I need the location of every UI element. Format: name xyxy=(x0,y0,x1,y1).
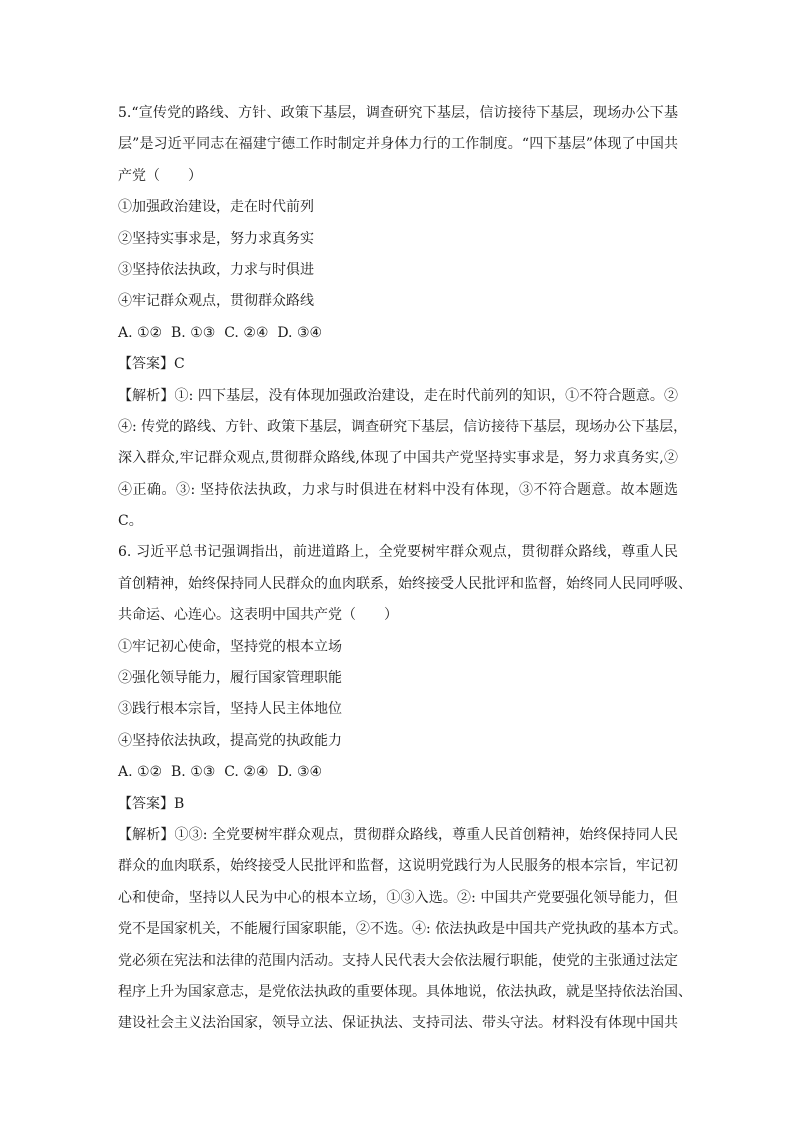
q6-answer: 【答案】B xyxy=(118,795,185,812)
q6-analysis-line-7: 建设社会主义法治国家，领导立法、保证执法、支持司法、带头守法。材料没有体现中国共 xyxy=(118,1015,678,1032)
q5-analysis-line-4: ④正确。③: 坚持依法执政，力求与时俱进在材料中没有体现，③不符合题意。故本题选 xyxy=(118,481,678,498)
q5-analysis-line-5: C。 xyxy=(118,513,143,530)
q5-stem-line-1: 5.“宣传党的路线、方针、政策下基层，调查研究下基层，信访接待下基层，现场办公下基 xyxy=(118,105,678,121)
q5-stem-line-2: 层”是习近平同志在福建宁德工作时制定并身体力行的工作制度。“四下基层”体现了中国共 xyxy=(118,136,678,153)
q6-analysis-line-5: 党必须在宪法和法律的范围内活动。支持人民代表大会依法履行职能，使党的主张通过法定 xyxy=(118,952,678,969)
q5-analysis-line-1: 【解析】①: 四下基层，没有体现加强政治建设，走在时代前列的知识，①不符合题意。② xyxy=(118,387,678,404)
q5-analysis-line-2: ④: 传党的路线、方针、政策下基层，调查研究下基层，信访接待下基层，现场办公下基层， xyxy=(118,418,688,435)
q5-option-3: ③坚持依法执政，力求与时俱进 xyxy=(118,261,314,278)
q6-analysis-line-2: 群众的血肉联系，始终接受人民批评和监督，这说明党践行为人民服务的根本宗旨，牢记初 xyxy=(118,858,678,875)
q6-stem-line-1: 6. 习近平总书记强调指出，前进道路上，全党要树牢群众观点，贯彻群众路线，尊重人民 xyxy=(118,544,678,561)
q5-stem-line-3: 产党（ ） xyxy=(118,167,202,184)
q5-answer: 【答案】C xyxy=(118,356,185,373)
q5-option-2: ②坚持实事求是，努力求真务实 xyxy=(118,230,314,247)
q6-option-3: ③践行根本宗旨，坚持人民主体地位 xyxy=(118,701,342,718)
q6-analysis-line-3: 心和使命，坚持以人民为中心的根本立场，①③入选。②: 中国共产党要强化领导能力，但 xyxy=(118,889,678,906)
q6-choices: A. ①② B. ①③ C. ②④ D. ③④ xyxy=(118,764,323,781)
q5-option-4: ④牢记群众观点，贯彻群众路线 xyxy=(118,293,314,310)
q5-analysis-line-3: 深入群众,牢记群众观点,贯彻群众路线,体现了中国共产党坚持实事求是，努力求真务实,② xyxy=(118,450,678,467)
q6-option-1: ①牢记初心使命，坚持党的根本立场 xyxy=(118,638,342,655)
q6-option-4: ④坚持依法执政，提高党的执政能力 xyxy=(118,732,342,749)
document-content xyxy=(118,98,692,1040)
q6-analysis-line-1: 【解析】①③: 全党要树牢群众观点，贯彻群众路线，尊重人民首创精神，始终保持同人民 xyxy=(118,826,678,843)
q6-option-2: ②强化领导能力，履行国家管理职能 xyxy=(118,670,342,687)
q6-stem-line-2: 首创精神，始终保持同人民群众的血肉联系，始终接受人民批评和监督，始终同人民同呼吸、 xyxy=(118,575,692,592)
q6-stem-line-3: 共命运、心连心。这表明中国共产党（ ） xyxy=(118,607,398,624)
q5-choices: A. ①② B. ①③ C. ②④ D. ③④ xyxy=(118,324,323,341)
q5-option-1: ①加强政治建设，走在时代前列 xyxy=(118,199,314,216)
q6-analysis-line-6: 程序上升为国家意志，是党依法执政的重要体现。具体地说，依法执政，就是坚持依法治国、 xyxy=(118,983,692,1000)
q6-analysis-line-4: 党不是国家机关，不能履行国家职能，②不选。④: 依法执政是中国共产党执政的基本方式。 xyxy=(118,921,688,938)
